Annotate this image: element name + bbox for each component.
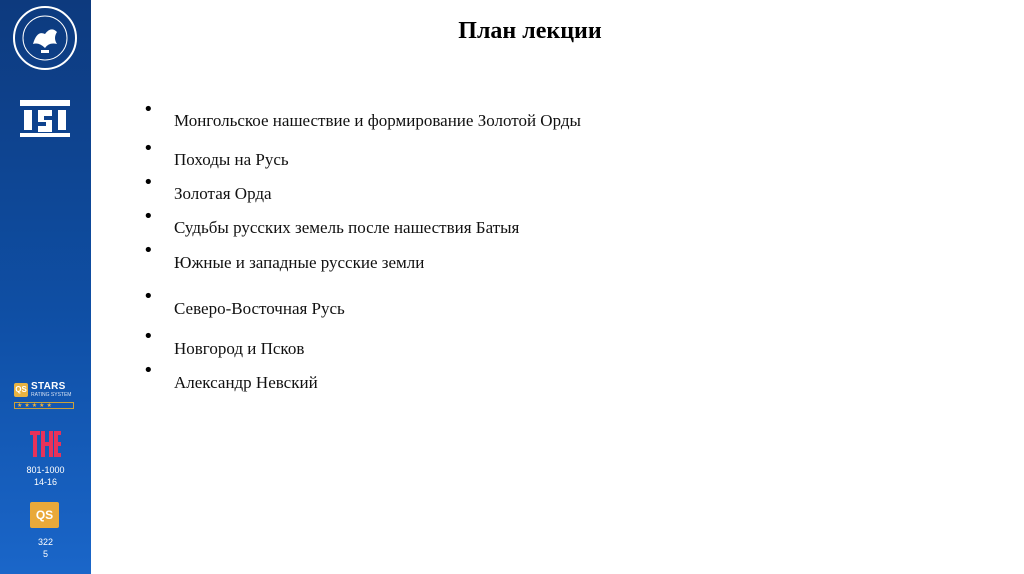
qs-logo-icon: QS	[14, 383, 28, 397]
list-item: Судьбы русских земель после нашествия Батыя	[174, 218, 520, 237]
qs-stars-label: STARS	[31, 381, 66, 392]
bullet-icon: •	[143, 286, 154, 307]
bullet-icon: •	[143, 360, 154, 381]
list-item: Южные и западные русские земли	[174, 253, 425, 272]
list-item: Новгород и Псков	[174, 339, 305, 358]
column-logo-icon	[18, 98, 72, 138]
qs-rank-value: 322	[37, 537, 54, 547]
slide-title: План лекции	[458, 18, 602, 44]
sidebar	[0, 0, 91, 574]
qs-ranking-logo: QS	[30, 502, 59, 528]
stars-rating-icon: ★★★★★	[14, 402, 74, 409]
list-item: Золотая Орда	[174, 184, 272, 203]
bullet-icon: •	[143, 206, 154, 227]
bullet-icon: •	[143, 326, 154, 347]
the-rank-sub: 14-16	[33, 477, 58, 487]
the-rank-range: 801-1000	[26, 465, 65, 475]
the-ranking-logo-icon	[29, 429, 61, 459]
university-emblem-icon	[11, 4, 79, 72]
bullet-icon: •	[143, 172, 154, 193]
bullet-icon: •	[143, 240, 154, 261]
list-item: Монгольское нашествие и формирование Золотой Орды	[174, 111, 581, 130]
list-item: Северо-Восточная Русь	[174, 299, 345, 318]
list-item: Александр Невский	[174, 373, 318, 392]
qs-rank-sub: 5	[42, 549, 48, 559]
bullet-icon: •	[143, 138, 154, 159]
qs-stars-sub: RATING SYSTEM	[31, 392, 72, 398]
qs-stars-badge	[14, 381, 76, 411]
bullet-icon: •	[143, 99, 154, 120]
list-item: Походы на Русь	[174, 150, 289, 169]
